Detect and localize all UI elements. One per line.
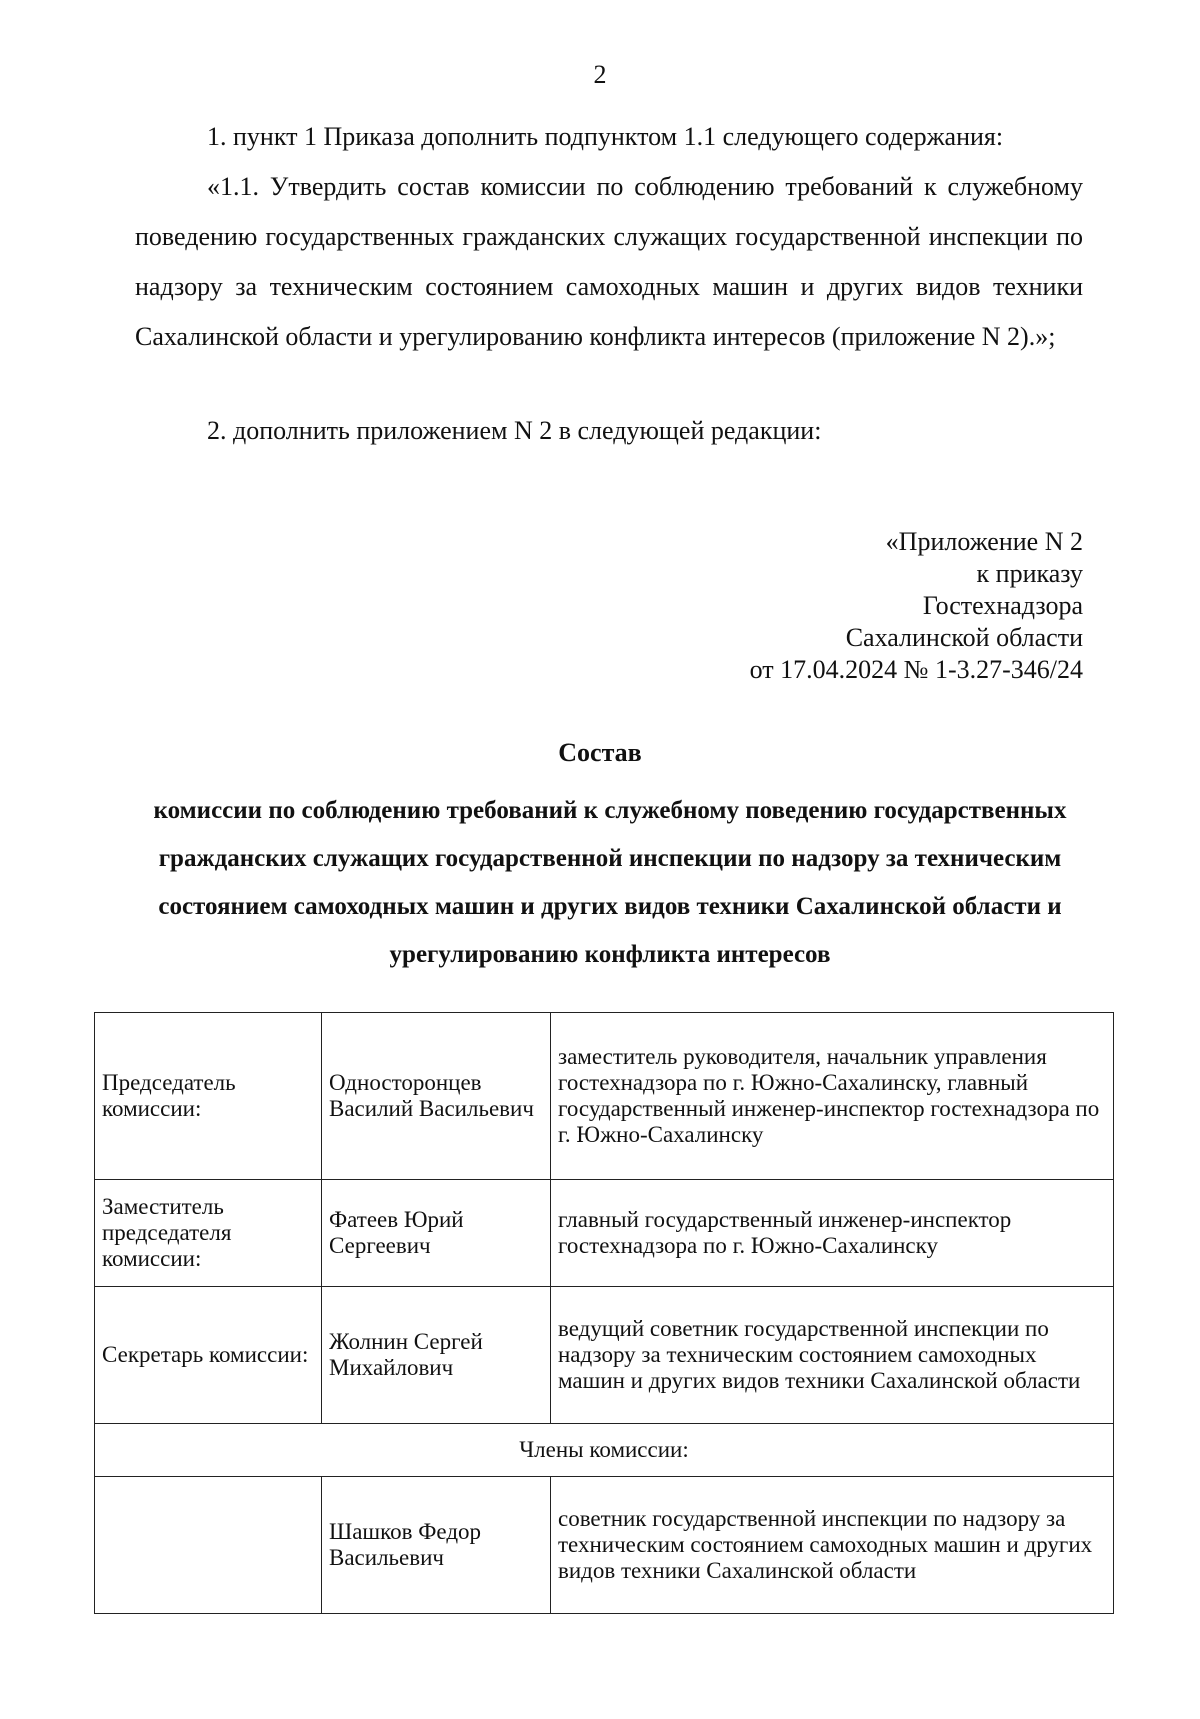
role-cell: Заместитель председателя комиссии: [95, 1180, 322, 1287]
role-cell: Секретарь комиссии: [95, 1287, 322, 1424]
members-header: Члены комиссии: [95, 1424, 1114, 1477]
paragraph-item-1-1: «1.1. Утвердить состав комиссии по соблюдению требований к служебному поведению государственных гражданских служащих государственной инспекции по надзору за техническим состоянием самоходных машин и других видов техники Сахалинской области и урегулированию конфликта интересов (приложение N 2).»; [135, 172, 1083, 351]
position-cell: главный государственный инженер-инспектор гостехнадзора по г. Южно-Сахалинску [551, 1180, 1114, 1287]
position-cell: ведущий советник государственной инспекции по надзору за техническим состоянием самоходных машин и других видов техники Сахалинской области [551, 1287, 1114, 1424]
role-cell: Председатель комиссии: [95, 1013, 322, 1180]
table-row [95, 1180, 1114, 1287]
name-cell: Шашков Федор Васильевич [322, 1477, 551, 1614]
appendix-date-number: от 17.04.2024 № 1-3.27-346/24 [749, 655, 1083, 684]
members-header-row [95, 1424, 1114, 1477]
name-cell: Односторонцев Василий Васильевич [322, 1013, 551, 1180]
position-cell: советник государственной инспекции по надзору за техническим состоянием самоходных машин и других видов техники Сахалинской области [551, 1477, 1114, 1614]
name-cell: Фатеев Юрий Сергеевич [322, 1180, 551, 1287]
paragraph-item-2: 2. дополнить приложением N 2 в следующей редакции: [207, 416, 822, 445]
role-cell [95, 1477, 322, 1614]
appendix-line: к приказу [976, 559, 1083, 588]
appendix-line: Сахалинской области [845, 623, 1083, 652]
appendix-line: «Приложение N 2 [885, 527, 1083, 556]
appendix-line: Гостехнадзора [922, 591, 1083, 620]
table-row [95, 1477, 1114, 1614]
position-cell: заместитель руководителя, начальник управления гостехнадзора по г. Южно-Сахалинску, главный государственный инженер-инспектор гостехнадзора по г. Южно-Сахалинску [551, 1013, 1114, 1180]
composition-title: Состав [558, 738, 642, 767]
page-number: 2 [593, 60, 607, 89]
table-row [95, 1287, 1114, 1424]
commission-table [94, 1012, 1114, 1614]
table-row [95, 1013, 1114, 1180]
name-cell: Жолнин Сергей Михайлович [322, 1287, 551, 1424]
composition-subtitle: комиссии по соблюдению требований к служебному поведению государственных гражданских служащих государственной инспекции по надзору за техническим состоянием самоходных машин и других видов техники Сахалинской области и урегулированию конфликта интересов [153, 797, 1067, 968]
paragraph-item-1: 1. пункт 1 Приказа дополнить подпунктом 1.1 следующего содержания: [207, 122, 1004, 151]
appendix-header [750, 526, 1083, 686]
